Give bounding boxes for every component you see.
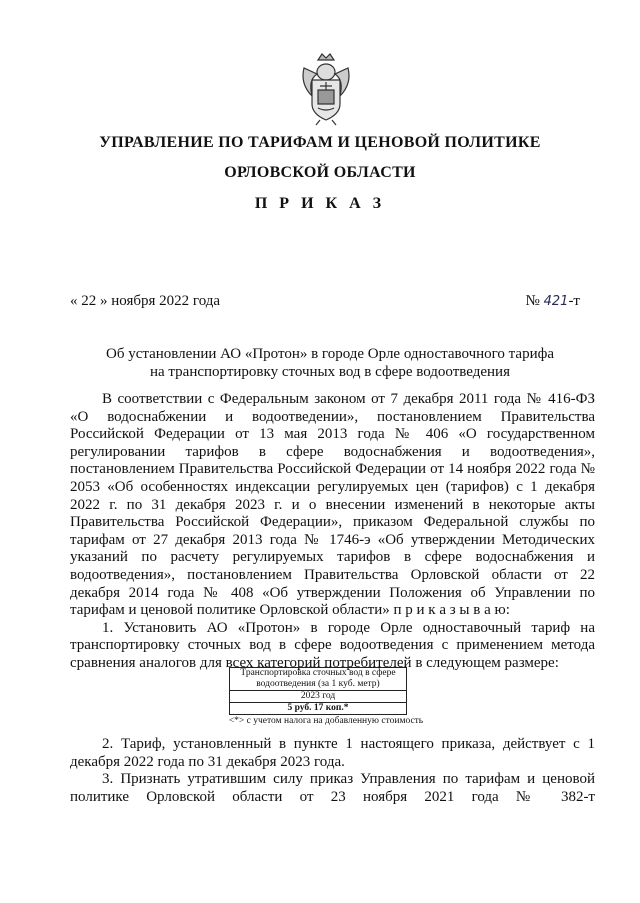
document-type-title: П Р И К А З [254,195,386,212]
subject-line1: Об установлении АО «Протон» в городе Орле одноставочного тарифа [106,346,554,362]
table-row [230,703,407,715]
table-row [230,668,407,691]
order-body [70,391,595,673]
order-number-suffix: -т [568,293,580,309]
order-number [526,293,580,310]
order-number-handwritten: 421 [543,294,569,309]
order-number-prefix: № [525,293,544,309]
order-date: « 22 » ноября 2022 года [70,293,221,309]
organization-name-line2: ОРЛОВСКОЙ ОБЛАСТИ [224,164,416,181]
tariff-table-header: Транспортировка сточных вод в сфере водоотведения (за 1 куб. метр) [230,668,407,691]
subject-line2: на транспортировку сточных вод в сфере водоотведения [150,364,510,380]
preamble-paragraph: В соответствии с Федеральным законом от 7 декабря 2011 года № 416-ФЗ «О водоснабжении и водоотведении», постановлением Правительства Российской Федерации от 13 мая 2013 года № 406 «О государственном регулировании тарифов в сфере водоснабжения и водоотведения», постановлением Правительства Российской Федерации от 14 ноября 2022 года № 2053 «Об особенностях индексации регулируемых цен (тарифов) с 1 декабря 2022 г. по 31 декабря 2023 г. и о внесении изменений в некоторые акты Правительства Российской Федерации», приказом Федеральной службы по тарифам от 27 декабря 2013 года № 1746-э «Об утверждении Методических указаний по расчету регулируемых тарифов в сфере водоснабжения и водоотведения», постановлением Правительства Орловской области от 22 декабря 2014 года № 408 «Об утверждении Положения об Управлении по тарифам и ценовой политике Орловской области» п р и к а з ы в а ю: [70,391,595,619]
organization-name-line1: УПРАВЛЕНИЕ ПО ТАРИФАМ И ЦЕНОВОЙ ПОЛИТИКЕ [99,134,541,151]
tariff-table-value: 5 руб. 17 коп.* [230,703,407,715]
coat-of-arms-icon [298,50,354,126]
tariff-table-year: 2023 год [230,691,407,703]
tariff-table [229,667,407,715]
item-2-paragraph: 2. Тариф, установленный в пункте 1 настоящего приказа, действует с 1 декабря 2022 года по 31 декабря 2023 года. [70,736,595,770]
order-body-continued [70,736,595,806]
item-1-paragraph: 1. Установить АО «Протон» в городе Орле одноставочный тариф на транспортировку сточных вод в сфере водоотведения с применением метода сравнения аналогов для всех категорий потребителей в следующем размере: [70,619,595,671]
order-subject [80,345,580,381]
table-row [230,691,407,703]
tariff-footnote: <*> с учетом налога на добавленную стоимость [228,716,424,726]
item-3-paragraph: 3. Признать утратившим силу приказ Управления по тарифам и ценовой политике Орловской области от 23 ноября 2021 года № 382-т [70,771,595,805]
